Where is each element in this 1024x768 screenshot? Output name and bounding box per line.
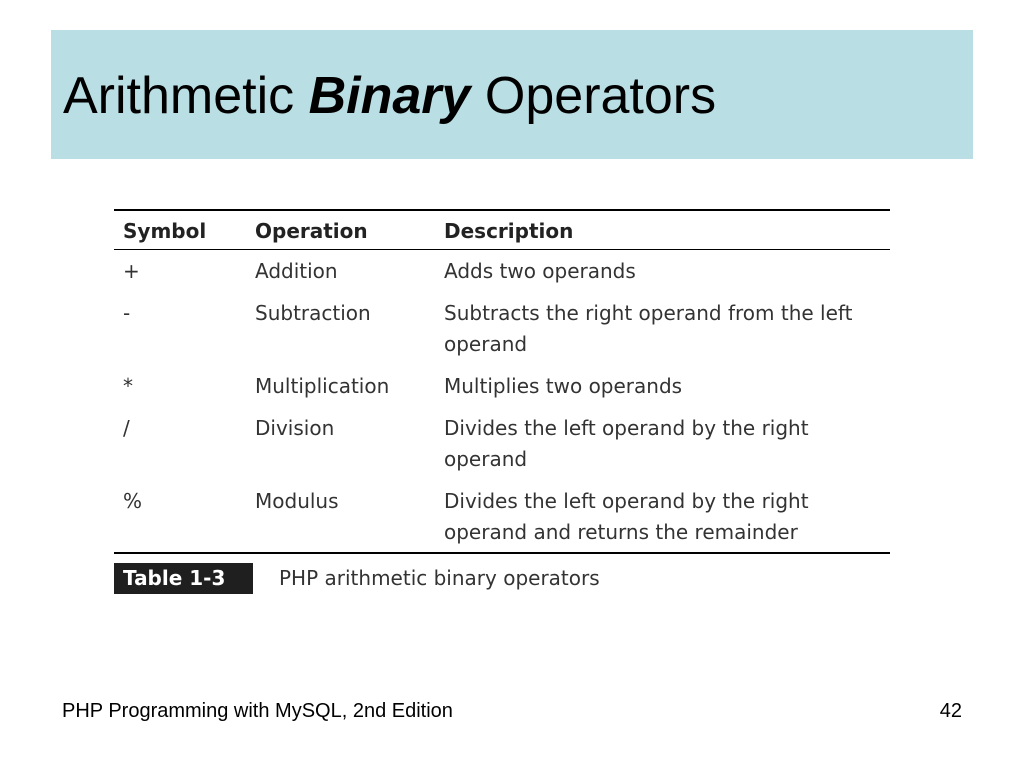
slide-title-part2: Operators	[470, 67, 717, 125]
row-operation: Modulus	[246, 480, 435, 553]
slide-title	[63, 66, 716, 126]
row-symbol: -	[123, 301, 131, 325]
row-description: Divides the left operand by the right operand and returns the remainder	[435, 480, 890, 553]
table-caption-text: PHP arithmetic binary operators	[279, 566, 600, 590]
row-operation: Multiplication	[255, 374, 390, 398]
table-number-label: Table 1-3	[114, 563, 253, 594]
row-symbol: +	[123, 259, 140, 283]
row-operation: Addition	[255, 259, 338, 283]
table-caption	[114, 563, 890, 597]
table-row	[114, 480, 890, 553]
row-description: Subtracts the right operand from the left operand	[444, 301, 853, 356]
header-description: Description	[435, 210, 890, 250]
header-symbol: Symbol	[114, 210, 246, 250]
row-description: Multiplies two operands	[444, 374, 683, 398]
table-header-row	[114, 210, 890, 250]
row-description: Adds two operands	[444, 259, 636, 283]
row-symbol: *	[123, 374, 133, 398]
table-row	[114, 250, 890, 293]
row-description: Divides the left operand by the right operand	[444, 416, 809, 471]
title-banner	[51, 30, 973, 159]
row-symbol: %	[114, 480, 246, 553]
header-operation: Operation	[246, 210, 435, 250]
table-row	[114, 365, 890, 407]
table-row	[114, 292, 890, 365]
row-operation: Division	[255, 416, 335, 440]
slide-title-part1: Arithmetic	[63, 67, 309, 125]
slide-number: 42	[939, 700, 962, 722]
footer-source: PHP Programming with MySQL, 2nd Edition	[62, 700, 453, 722]
operators-table-figure	[114, 209, 890, 597]
operators-table	[114, 209, 890, 554]
slide-title-emphasis: Binary	[308, 67, 471, 125]
row-operation: Subtraction	[255, 301, 371, 325]
table-row	[114, 407, 890, 480]
row-symbol: /	[123, 416, 130, 440]
